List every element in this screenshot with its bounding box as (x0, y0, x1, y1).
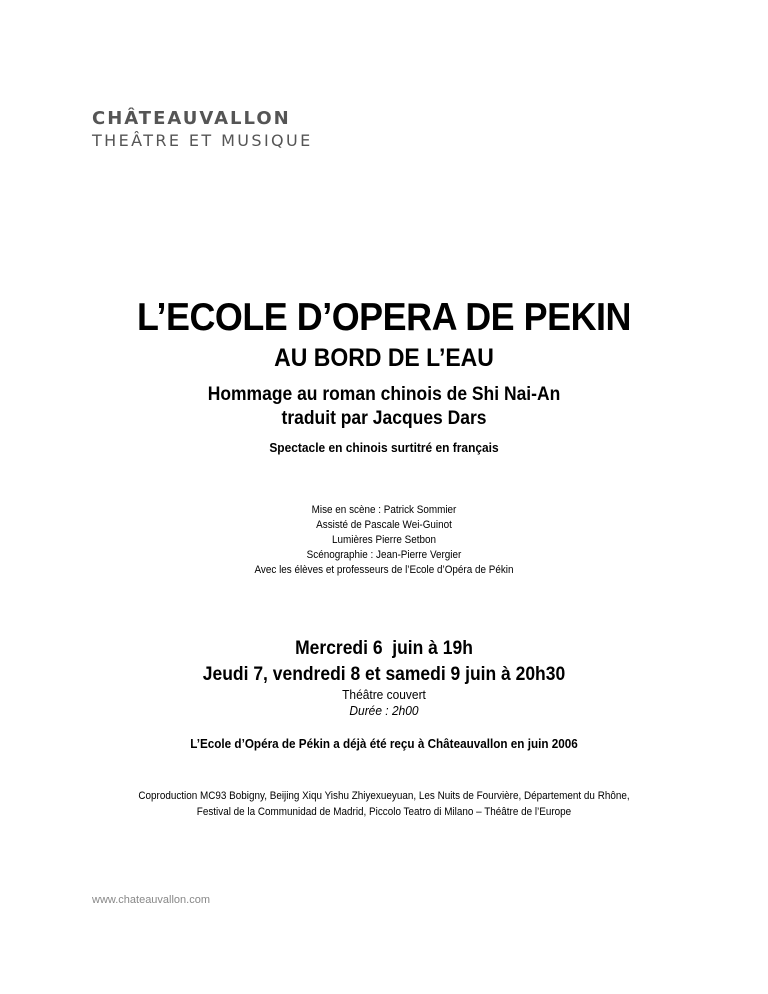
credits-list (38, 503, 729, 578)
date-line-2: Jeudi 7, vendredi 8 et samedi 9 juin à 20h30 (202, 664, 566, 685)
coproduction-line-1: Coproduction MC93 Bobigny, Beijing Xiqu Yishu Zhiyexueyuan, Les Nuits de Fourvière, Département du Rhône, (138, 790, 630, 802)
duration: Durée : 2h00 (349, 703, 419, 718)
tagline-line-2: traduit par Jacques Dars (281, 408, 487, 429)
brand-name: CHÂTEAUVALLON (92, 108, 291, 129)
show-subtitle: AU BORD DE L’EAU (274, 344, 494, 372)
performance-dates (31, 636, 738, 688)
show-tagline (31, 383, 738, 431)
venue: Théâtre couvert (342, 687, 426, 702)
credit-line: Assisté de Pascale Wei-Guinot (316, 519, 452, 531)
coproduction-line-2: Festival de la Communidad de Madrid, Piccolo Teatro di Milano – Théâtre de l’Europe (196, 806, 572, 818)
history-note: L’Ecole d’Opéra de Pékin a déjà été reçu à Châteauvallon en juin 2006 (190, 736, 578, 751)
show-title: L’ECOLE D’OPERA DE PEKIN (136, 296, 632, 339)
credit-line: Avec les élèves et professeurs de l’Ecole d’Opéra de Pékin (254, 564, 514, 576)
brand-subtitle: THEÂTRE ET MUSIQUE (92, 131, 313, 150)
surtitle-note: Spectacle en chinois surtitré en français (269, 440, 499, 455)
credit-line: Mise en scène : Patrick Sommier (311, 504, 457, 516)
date-line-1: Mercredi 6 juin à 19h (295, 638, 473, 659)
brand-header (92, 108, 313, 152)
credit-line: Lumières Pierre Setbon (331, 534, 437, 546)
credit-line: Scénographie : Jean-Pierre Vergier (306, 549, 462, 561)
tagline-line-1: Hommage au roman chinois de Shi Nai-An (207, 384, 561, 405)
website-link[interactable]: www.chateauvallon.com (92, 894, 211, 906)
coproduction-credits (38, 788, 729, 820)
